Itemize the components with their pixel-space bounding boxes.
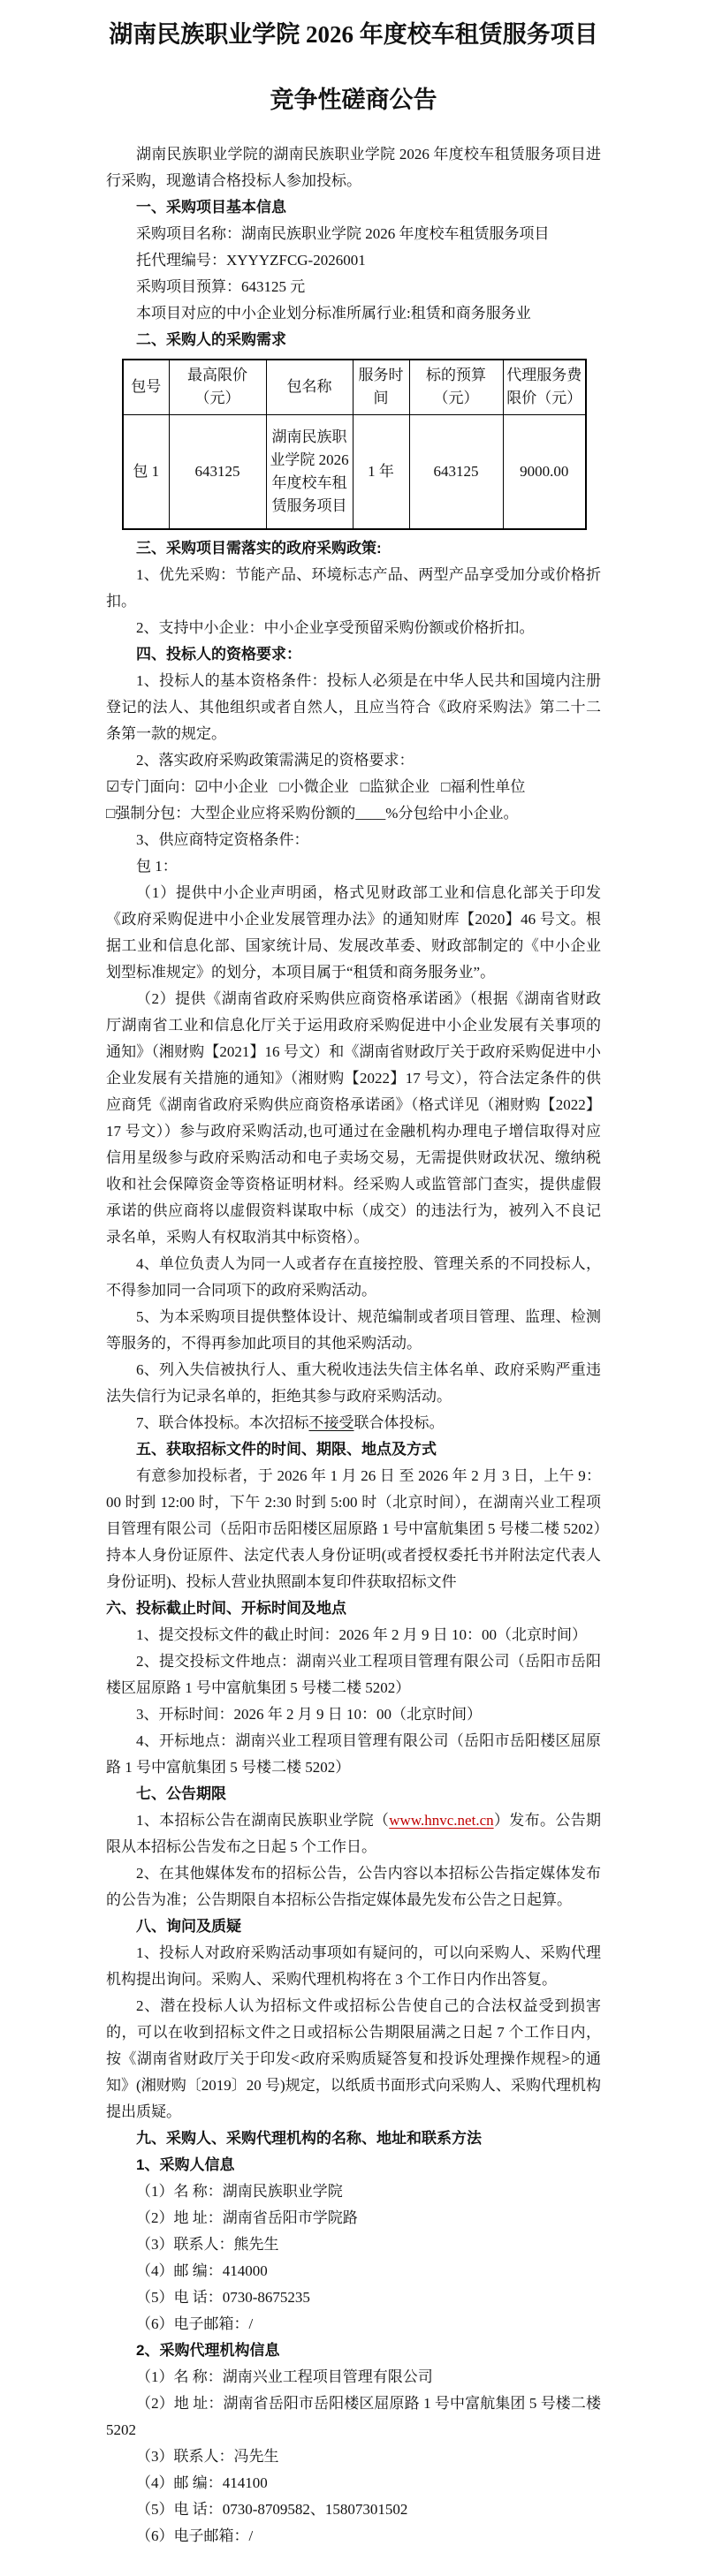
checkbox-line-subcontract <box>106 800 601 827</box>
agent-zip: （4）邮 编：414100 <box>136 2474 268 2491</box>
not-accepted-underline: 不接受 <box>308 1414 354 1431</box>
checkbox-label-subcontract: 强制分包：大型企业应将采购份额的____%分包给中小企业。 <box>115 805 519 822</box>
table-header-row <box>123 360 586 414</box>
checkbox-option-sme: 中小企业 <box>208 778 269 795</box>
policy-item-2: 2、支持中小企业：中小企业享受预留采购份额或价格折扣。 <box>136 619 535 636</box>
checkbox-unchecked-icon: □ <box>441 778 451 795</box>
agent-address: （2）地 址：湖南省岳阳市岳阳楼区屈原路 1 号中富航集团 5 号楼二楼 5202 <box>106 2395 601 2438</box>
agent-email: （6）电子邮箱：/ <box>136 2527 254 2544</box>
section-1-heading: 一、采购项目基本信息 <box>136 199 286 216</box>
announcement-period-item-1 <box>106 1807 601 1860</box>
project-name-line: 采购项目名称：湖南民族职业学院 2026 年度校车租赁服务项目 <box>136 225 550 242</box>
checkbox-unchecked-icon: □ <box>279 778 289 795</box>
doc-title-line1: 湖南民族职业学院 2026 年度校车租赁服务项目 <box>109 21 598 48</box>
buyer-zip: （4）邮 编：414000 <box>136 2262 268 2279</box>
checkbox-unchecked-icon: □ <box>106 805 116 822</box>
cell-package-no: 包 1 <box>123 414 169 529</box>
consortium-text-before: 7、联合体投标。本次招标 <box>136 1414 309 1431</box>
qualification-item-3: 3、供应商特定资格条件： <box>136 831 309 848</box>
intro-paragraph: 湖南民族职业学院的湖南民族职业学院 2026 年度校车租赁服务项目进行采购，现邀请合格投标人参加投标。 <box>106 146 601 189</box>
buyer-name: （1）名 称：湖南民族职业学院 <box>136 2183 343 2200</box>
website-link[interactable]: www.hnvc.net.cn <box>389 1812 494 1829</box>
qualification-item-6: 6、列入失信被执行人、重大税收违法失信主体名单、政府采购严重违法失信行为记录名单的，拒绝其参与政府采购活动。 <box>106 1361 601 1405</box>
th-max-price: 最高限价（元） <box>169 360 266 414</box>
buyer-contact: （3）联系人：熊先生 <box>136 2236 279 2253</box>
section-8-heading: 八、询问及质疑 <box>136 1918 241 1935</box>
qualification-item-5: 5、为本采购项目提供整体设计、规范编制或者项目管理、监理、检测等服务的，不得再参加此项目的其他采购活动。 <box>106 1308 601 1352</box>
buyer-phone: （5）电 话：0730-8675235 <box>136 2289 310 2306</box>
checkbox-option-micro: 小微企业 <box>288 778 349 795</box>
checkbox-label-targeted: 专门面向： <box>119 778 195 795</box>
checkbox-line-targeted <box>106 774 601 800</box>
section-6-heading: 六、投标截止时间、开标时间及地点 <box>106 1600 346 1617</box>
cell-package-name: 湖南民族职业学院 2026 年度校车租赁服务项目 <box>266 414 353 529</box>
th-package-name: 包名称 <box>266 360 353 414</box>
announcement-text-before: 1、本招标公告在湖南民族职业学院（ <box>136 1812 390 1829</box>
agency-code-line: 托代理编号：XYYYZFCG-2026001 <box>136 252 366 269</box>
specific-condition-1: （1）提供中小企业声明函，格式见财政部工业和信息化部关于印发《政府采购促进中小企业发展管理办法》的通知财库【2020】46 号文。根据工业和信息化部、国家统计局、发展改革委、财政部制定的《中小企业划型标准规定》的划分，本项目属于“租赁和商务服务业”。 <box>106 884 601 981</box>
deadline-item-1: 1、提交投标文件的截止时间：2026 年 2 月 9 日 10：00（北京时间） <box>136 1626 587 1643</box>
qualification-item-1: 1、投标人的基本资格条件：投标人必须是在中华人民共和国境内注册登记的法人、其他组织或者自然人，且应当符合《政府采购法》第二十二条第一款的规定。 <box>106 672 601 742</box>
agent-info-heading: 2、采购代理机构信息 <box>136 2342 280 2359</box>
section-5-heading: 五、获取招标文件的时间、期限、地点及方式 <box>136 1441 437 1458</box>
budget-line: 采购项目预算：643125 元 <box>136 278 306 295</box>
section-4-heading: 四、投标人的资格要求： <box>136 646 301 663</box>
cell-agency-fee-cap: 9000.00 <box>503 414 586 529</box>
industry-line: 本项目对应的中小企业划分标准所属行业:租赁和商务服务业 <box>136 305 531 322</box>
buyer-email: （6）电子邮箱：/ <box>136 2315 254 2332</box>
announcement-period-item-2: 2、在其他媒体发布的招标公告，公告内容以本招标公告指定媒体发布的公告为准；公告期限自本招标公告指定媒体最先发布公告之日起算。 <box>106 1865 601 1908</box>
th-service-period: 服务时间 <box>353 360 409 414</box>
policy-item-1: 1、优先采购：节能产品、环境标志产品、两型产品享受加分或价格折扣。 <box>106 566 601 610</box>
checkbox-unchecked-icon: □ <box>360 778 370 795</box>
package-1-label: 包 1： <box>136 858 178 875</box>
requirements-table <box>122 359 587 530</box>
deadline-item-4: 4、开标地点：湖南兴业工程项目管理有限公司（岳阳市岳阳楼区屈原路 1 号中富航集团 5 号楼二楼 5202） <box>106 1732 601 1776</box>
agent-phone: （5）电 话：0730-8709582、15807301502 <box>136 2501 408 2518</box>
cell-target-budget: 643125 <box>409 414 503 529</box>
doc-title-line2: 竞争性磋商公告 <box>270 87 437 113</box>
qualification-item-7 <box>106 1410 601 1436</box>
th-package-no: 包号 <box>123 360 169 414</box>
agent-name: （1）名 称：湖南兴业工程项目管理有限公司 <box>136 2368 433 2385</box>
checkbox-option-welfare: 福利性单位 <box>450 778 526 795</box>
document-acquisition-paragraph: 有意参加投标者，于 2026 年 1 月 26 日 至 2026 年 2 月 3 日，上午 9：00 时到 12:00 时，下午 2:30 时到 5:00 时（北京时间），在湖南兴业工程项目管理有限公司（岳阳市岳阳楼区屈原路 1 号中富航集团 5 号楼二楼 5202）持本人身份证原件、法定代表人身份证明(或者授权委托书并附法定代表人身份证明)、投标人营业执照副本复印件获取招标文件 <box>106 1467 601 1590</box>
checkbox-checked-icon: ☑ <box>106 778 120 795</box>
inquiry-item-1: 1、投标人对政府采购活动事项如有疑问的，可以向采购人、采购代理机构提出询问。采购人、采购代理机构将在 3 个工作日内作出答复。 <box>106 1944 601 1988</box>
th-target-budget: 标的预算（元） <box>409 360 503 414</box>
deadline-item-2: 2、提交投标文件地点：湖南兴业工程项目管理有限公司（岳阳市岳阳楼区屈原路 1 号中富航集团 5 号楼二楼 5202） <box>106 1653 601 1696</box>
checkbox-option-prison: 监狱企业 <box>369 778 430 795</box>
section-2-heading: 二、采购人的采购需求 <box>136 331 286 348</box>
buyer-info-heading: 1、采购人信息 <box>136 2156 235 2173</box>
cell-max-price: 643125 <box>169 414 266 529</box>
agent-contact: （3）联系人：冯先生 <box>136 2448 279 2465</box>
section-9-heading: 九、采购人、采购代理机构的名称、地址和联系方法 <box>136 2130 482 2147</box>
deadline-item-3: 3、开标时间：2026 年 2 月 9 日 10：00（北京时间） <box>136 1706 482 1723</box>
checkbox-checked-icon: ☑ <box>194 778 209 795</box>
table-row <box>123 414 586 529</box>
th-agency-fee-cap: 代理服务费限价（元） <box>503 360 586 414</box>
specific-condition-2: （2）提供《湖南省政府采购供应商资格承诺函》（根据《湖南省财政厅湖南省工业和信息化厅关于运用政府采购促进中小企业发展有关事项的通知》（湘财购【2021】16 号文）和《湖南省财政厅关于政府采购促进中小企业发展有关措施的通知》（湘财购【2022】17 号文），符合法定条件的供应商凭《湖南省政府采购供应商资格承诺函》（格式详见（湘财购【2022】17 号文））参与政府采购活动,也可通过在金融机构办理电子增信取得对应信用星级参与政府采购活动和电子卖场交易，无需提供财政状况、缴纳税收和社会保障资金等资格证明材料。经采购人或监管部门查实，提供虚假承诺的供应商将以虚假资料谋取中标（成交）的违法行为，被列入不良记录名单，采购人有权取消其中标资格）。 <box>106 990 601 1246</box>
announcement-text-after: ）发布。公告期限从本招标公告发布之日起 5 个工作日。 <box>106 1812 602 1855</box>
consortium-text-after: 联合体投标。 <box>354 1414 445 1431</box>
buyer-address: （2）地 址：湖南省岳阳市学院路 <box>136 2209 358 2226</box>
section-7-heading: 七、公告期限 <box>136 1785 226 1802</box>
qualification-item-2: 2、落实政府采购政策需满足的资格要求： <box>136 752 414 769</box>
cell-service-period: 1 年 <box>353 414 409 529</box>
qualification-item-4: 4、单位负责人为同一人或者存在直接控股、管理关系的不同投标人，不得参加同一合同项下的政府采购活动。 <box>106 1255 601 1299</box>
inquiry-item-2: 2、潜在投标人认为招标文件或招标公告使自己的合法权益受到损害的，可以在收到招标文件之日或招标公告期限届满之日起 7 个工作日内，按《湖南省财政厅关于印发<政府采购质疑答复和投诉处理操作规程>的通知》(湘财购〔2019〕20 号)规定，以纸质书面形式向采购人、采购代理机构提出质疑。 <box>106 1997 601 2120</box>
section-3-heading: 三、采购项目需落实的政府采购政策: <box>136 540 382 557</box>
